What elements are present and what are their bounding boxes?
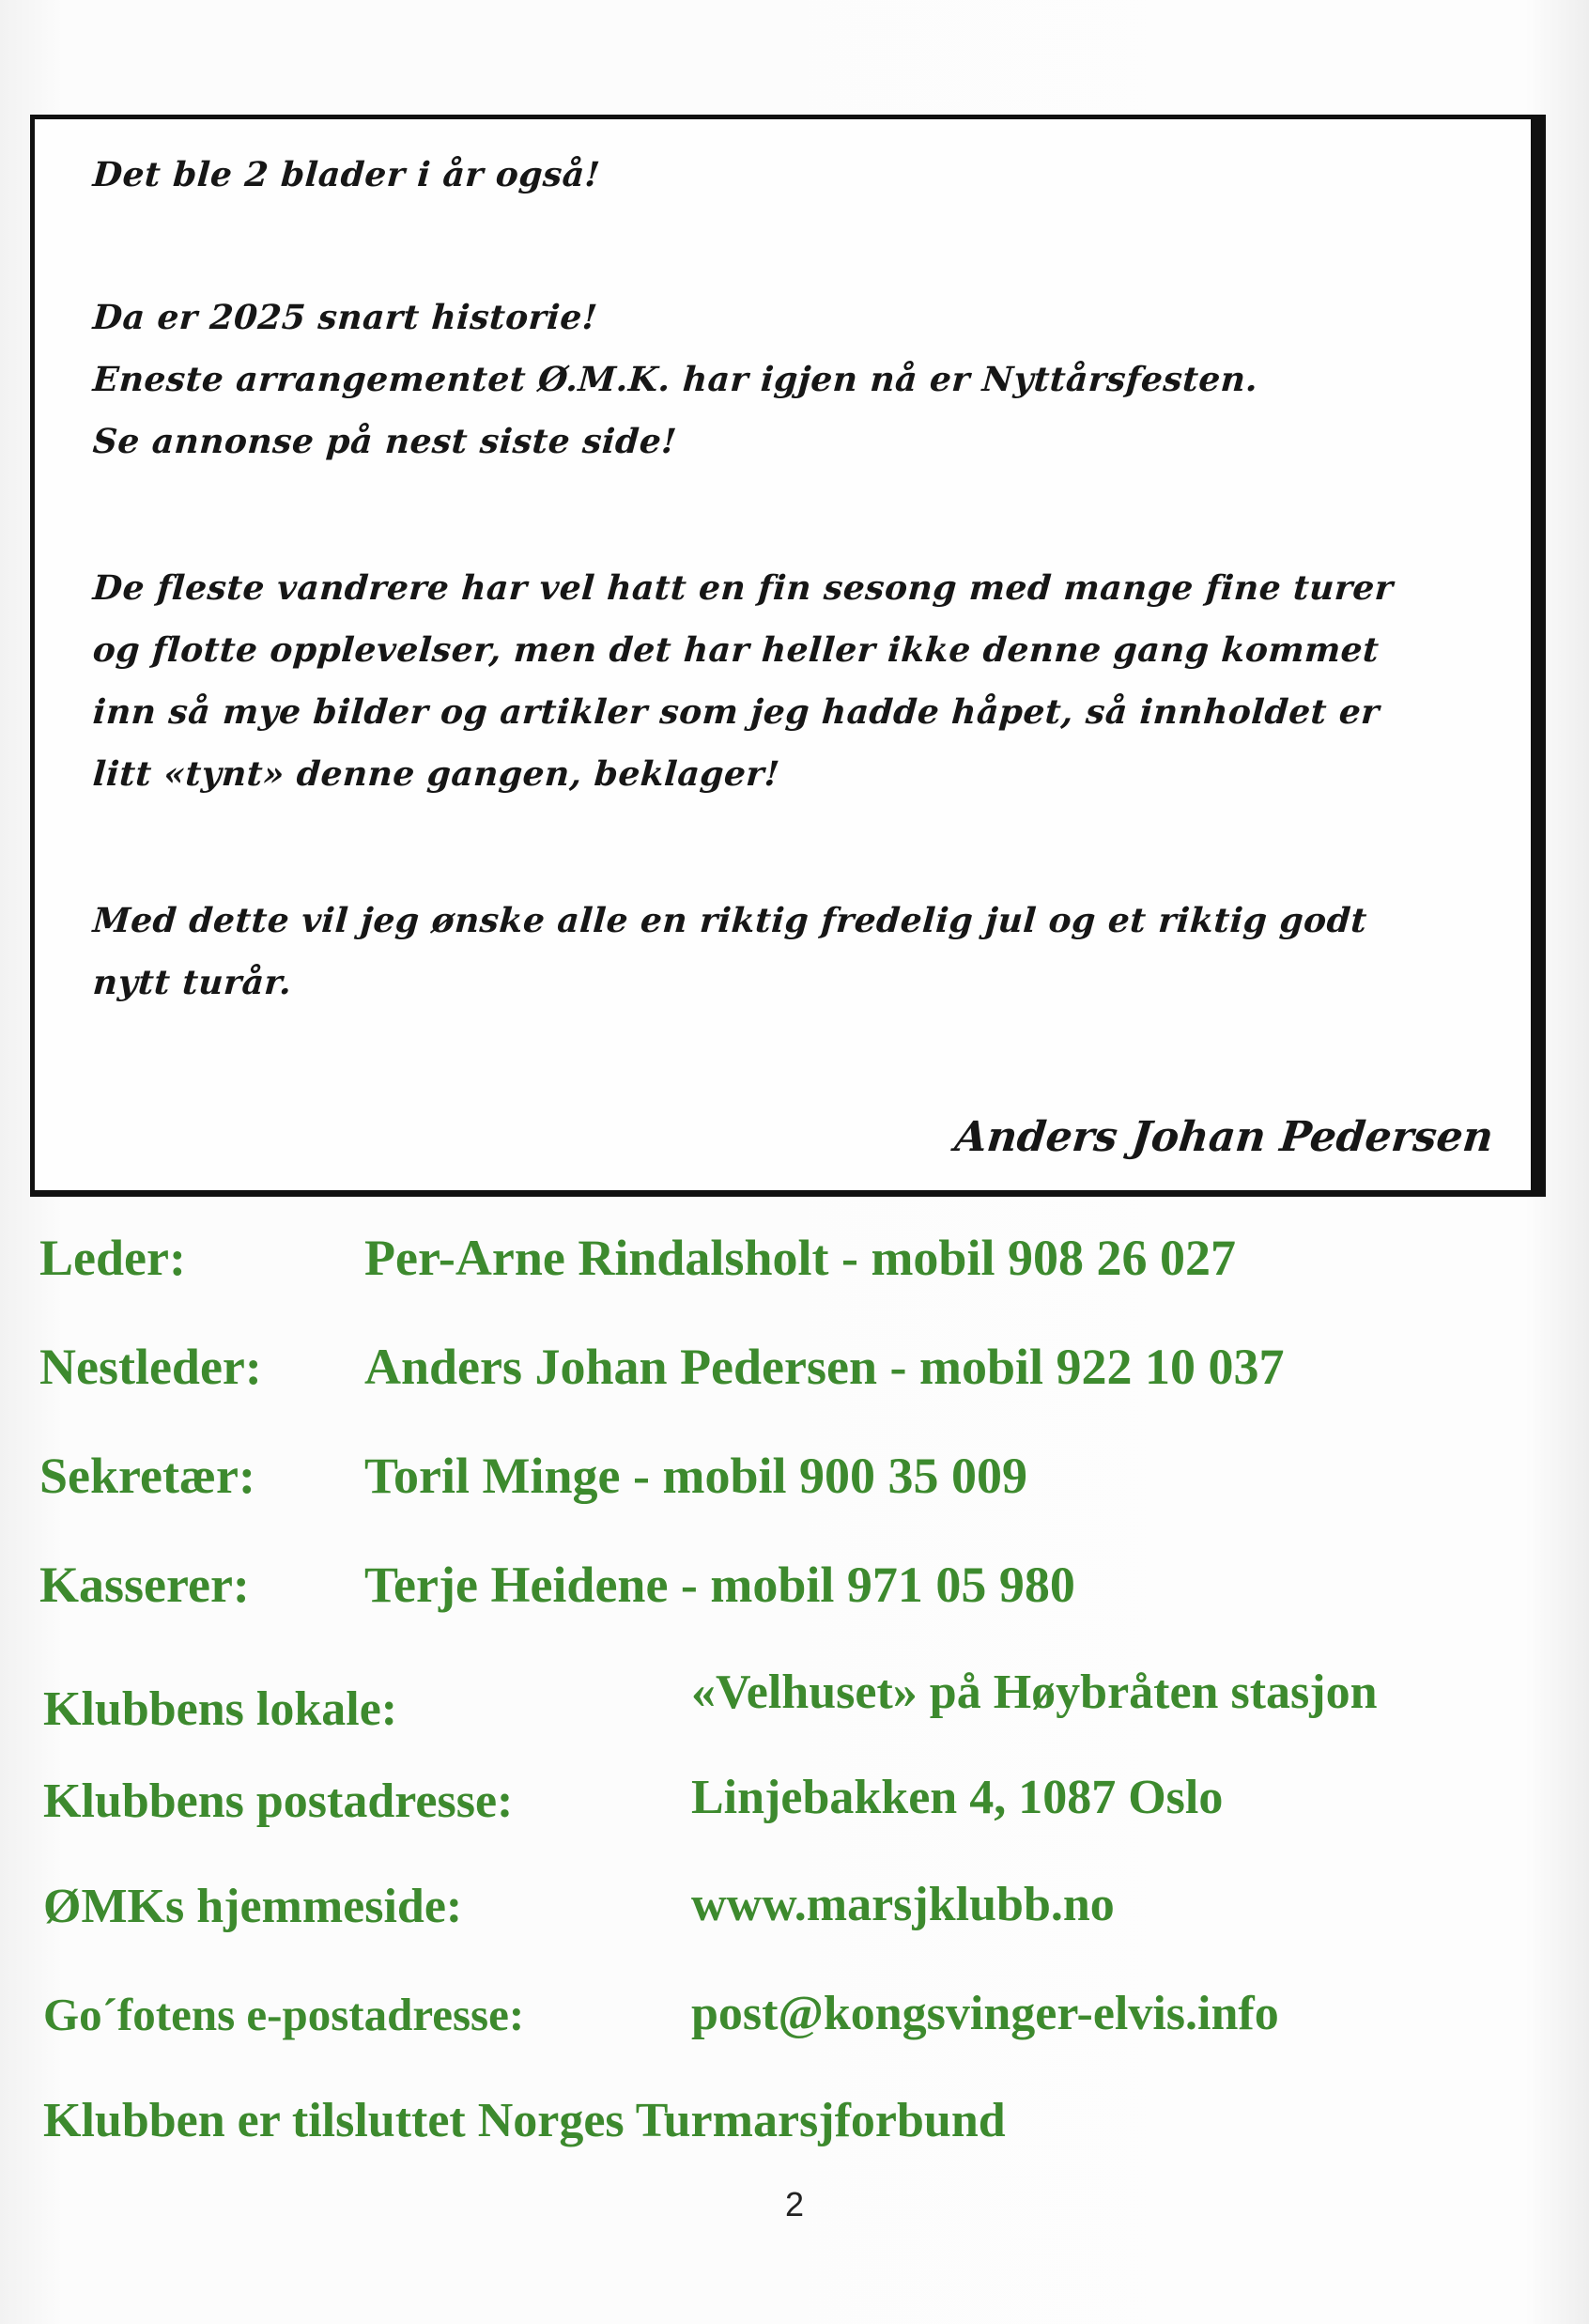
editor-letter-box <box>30 115 1546 1197</box>
letter-line: litt «tynt» denne gangen, beklager! <box>91 754 781 794</box>
club-info-label-epost: Go´fotens e-postadresse: <box>43 1989 525 2040</box>
board-person-sekretaer: Toril Minge - mobil 900 35 009 <box>364 1448 1028 1504</box>
letter-line: De fleste vandrere har vel hatt en fin sesong med mange fine turer <box>91 568 1395 608</box>
club-info-value-lokale: «Velhuset» på Høybråten stasjon <box>691 1666 1378 1719</box>
club-info-label-postadresse: Klubbens postadresse: <box>43 1774 514 1828</box>
club-info-value-hjemmeside[interactable]: www.marsjklubb.no <box>691 1878 1115 1931</box>
club-info-value-postadresse: Linjebakken 4, 1087 Oslo <box>691 1771 1224 1824</box>
board-person-nestleder: Anders Johan Pedersen - mobil 922 10 037 <box>364 1339 1285 1395</box>
letter-line: Det ble 2 blader i år også! <box>91 155 602 194</box>
membership-footer: Klubben er tilsluttet Norges Turmarsjforbund <box>43 2094 1006 2147</box>
letter-line: Se annonse på nest siste side! <box>91 422 679 461</box>
page-number: 2 <box>785 2185 805 2223</box>
letter-line: og flotte opplevelser, men det har heller ikke denne gang kommet <box>91 630 1381 670</box>
board-role-leder: Leder: <box>39 1230 186 1286</box>
board-person-leder: Per-Arne Rindalsholt - mobil 908 26 027 <box>364 1230 1236 1286</box>
club-info-label-hjemmeside: ØMKs hjemmeside: <box>43 1880 463 1933</box>
board-role-nestleder: Nestleder: <box>39 1339 262 1395</box>
letter-line: inn så mye bilder og artikler som jeg hadde håpet, så innholdet er <box>91 692 1381 732</box>
letter-line: Eneste arrangementet Ø.M.K. har igjen nå er Nyttårsfesten. <box>91 360 1260 399</box>
club-info-value-epost[interactable]: post@kongsvinger-elvis.info <box>691 1987 1279 2040</box>
letter-line: Med dette vil jeg ønske alle en riktig fredelig jul og et riktig godt <box>91 901 1369 940</box>
board-person-kasserer: Terje Heidene - mobil 971 05 980 <box>364 1557 1075 1613</box>
board-role-kasserer: Kasserer: <box>39 1557 250 1613</box>
board-role-sekretaer: Sekretær: <box>39 1448 255 1504</box>
club-info-label-lokale: Klubbens lokale: <box>43 1682 398 1736</box>
letter-signature: Anders Johan Pedersen <box>952 1113 1496 1161</box>
letter-line: Da er 2025 snart historie! <box>91 298 599 337</box>
letter-line: nytt turår. <box>91 963 294 1002</box>
